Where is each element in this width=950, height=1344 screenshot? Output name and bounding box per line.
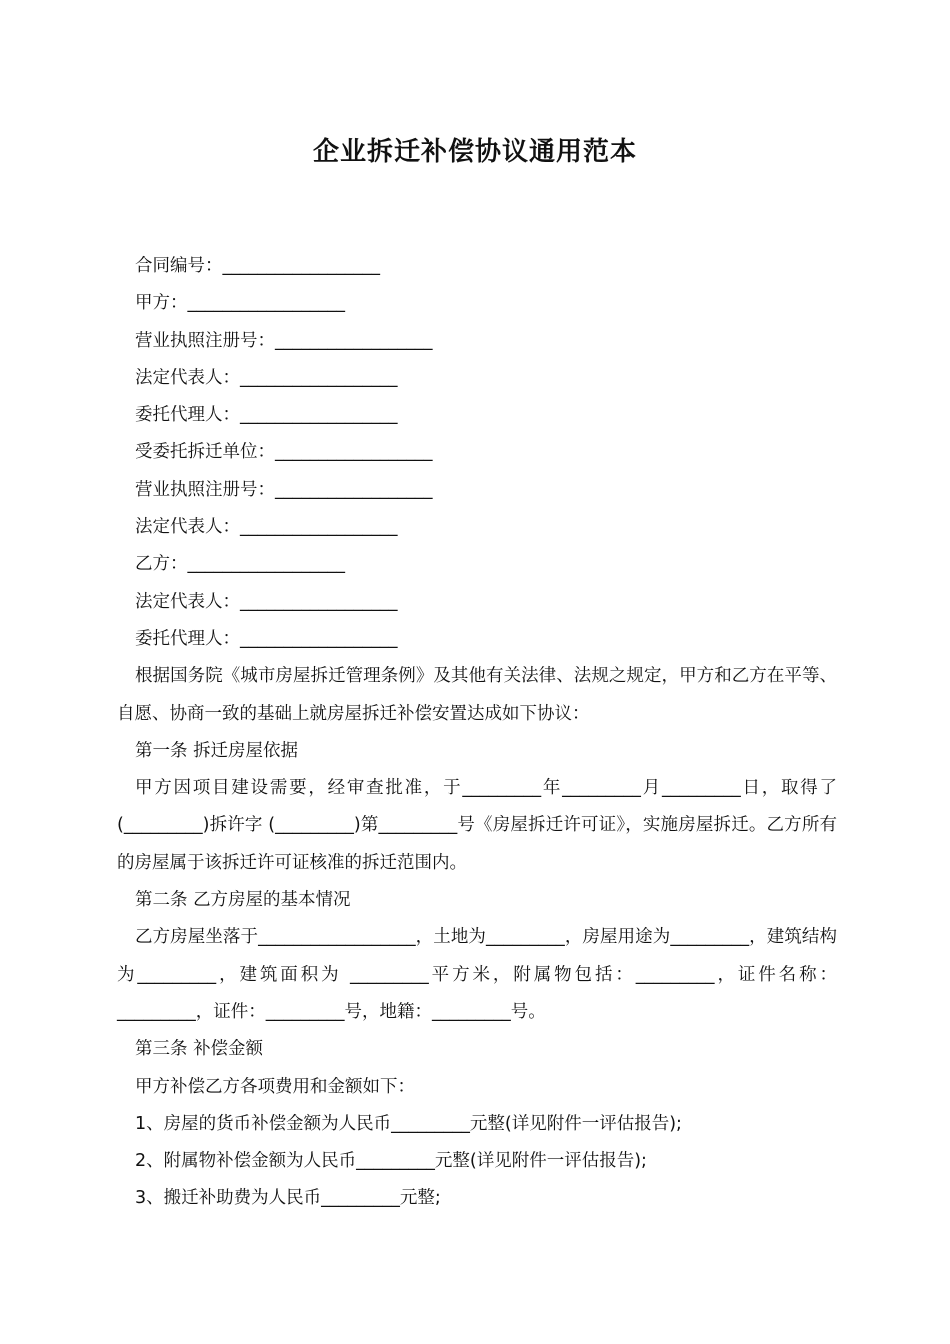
article-3-intro: 甲方补偿乙方各项费用和金额如下： [135, 1076, 415, 1097]
field-entrusted-unit: 受委托拆迁单位：__________________ [135, 442, 433, 463]
article-3-item-1: 1、房屋的货币补偿金额为人民币_________元整(详见附件一评估报告); [135, 1113, 682, 1134]
field-party-b-legal-rep: 法定代表人：__________________ [135, 591, 398, 612]
field-contract-number: 合同编号：__________________ [135, 256, 380, 276]
article-2-text: 乙方房屋坐落于__________________，土地为_________，房屋用途为_________，建筑结构为_________，建筑面积为 _________平方米，附属物包括：_________，证件名称：_________，证件：_________号，地籍：_________号。 [117, 927, 837, 1022]
preamble-paragraph: 根据国务院《城市房屋拆迁管理条例》及其他有关法律、法规之规定，甲方和乙方在平等、自愿、协商一致的基础上就房屋拆迁补偿安置达成如下协议： [117, 666, 837, 724]
article-3-item-3: 3、搬迁补助费为人民币_________元整; [135, 1188, 441, 1209]
field-party-b: 乙方：__________________ [135, 554, 345, 575]
article-3-heading: 第三条 补偿金额 [135, 1039, 264, 1060]
document-body [117, 248, 837, 1218]
field-entrusted-unit-legal-rep: 法定代表人：__________________ [135, 517, 398, 538]
article-1-text: 甲方因项目建设需要，经审查批准，于_________年_________月_________日，取得了(_________)拆许字 (_________)第_________号《房屋拆迁许可证》，实施房屋拆迁。乙方所有的房屋属于该拆迁许可证核准的拆迁范围内。 [117, 778, 837, 873]
article-1-heading: 第一条 拆迁房屋依据 [135, 740, 299, 761]
field-party-a-license: 营业执照注册号：__________________ [135, 330, 433, 351]
article-3-item-2: 2、附属物补偿金额为人民币_________元整(详见附件一评估报告); [135, 1151, 647, 1172]
field-party-a: 甲方：__________________ [135, 293, 345, 314]
field-entrusted-unit-license: 营业执照注册号：__________________ [135, 479, 433, 500]
field-party-a-agent: 委托代理人：__________________ [135, 405, 398, 426]
article-2-heading: 第二条 乙方房屋的基本情况 [135, 890, 351, 911]
field-party-b-agent: 委托代理人：__________________ [135, 628, 398, 649]
field-party-a-legal-rep: 法定代表人：__________________ [135, 367, 398, 388]
document-title: 企业拆迁补偿协议通用范本 [312, 137, 637, 167]
